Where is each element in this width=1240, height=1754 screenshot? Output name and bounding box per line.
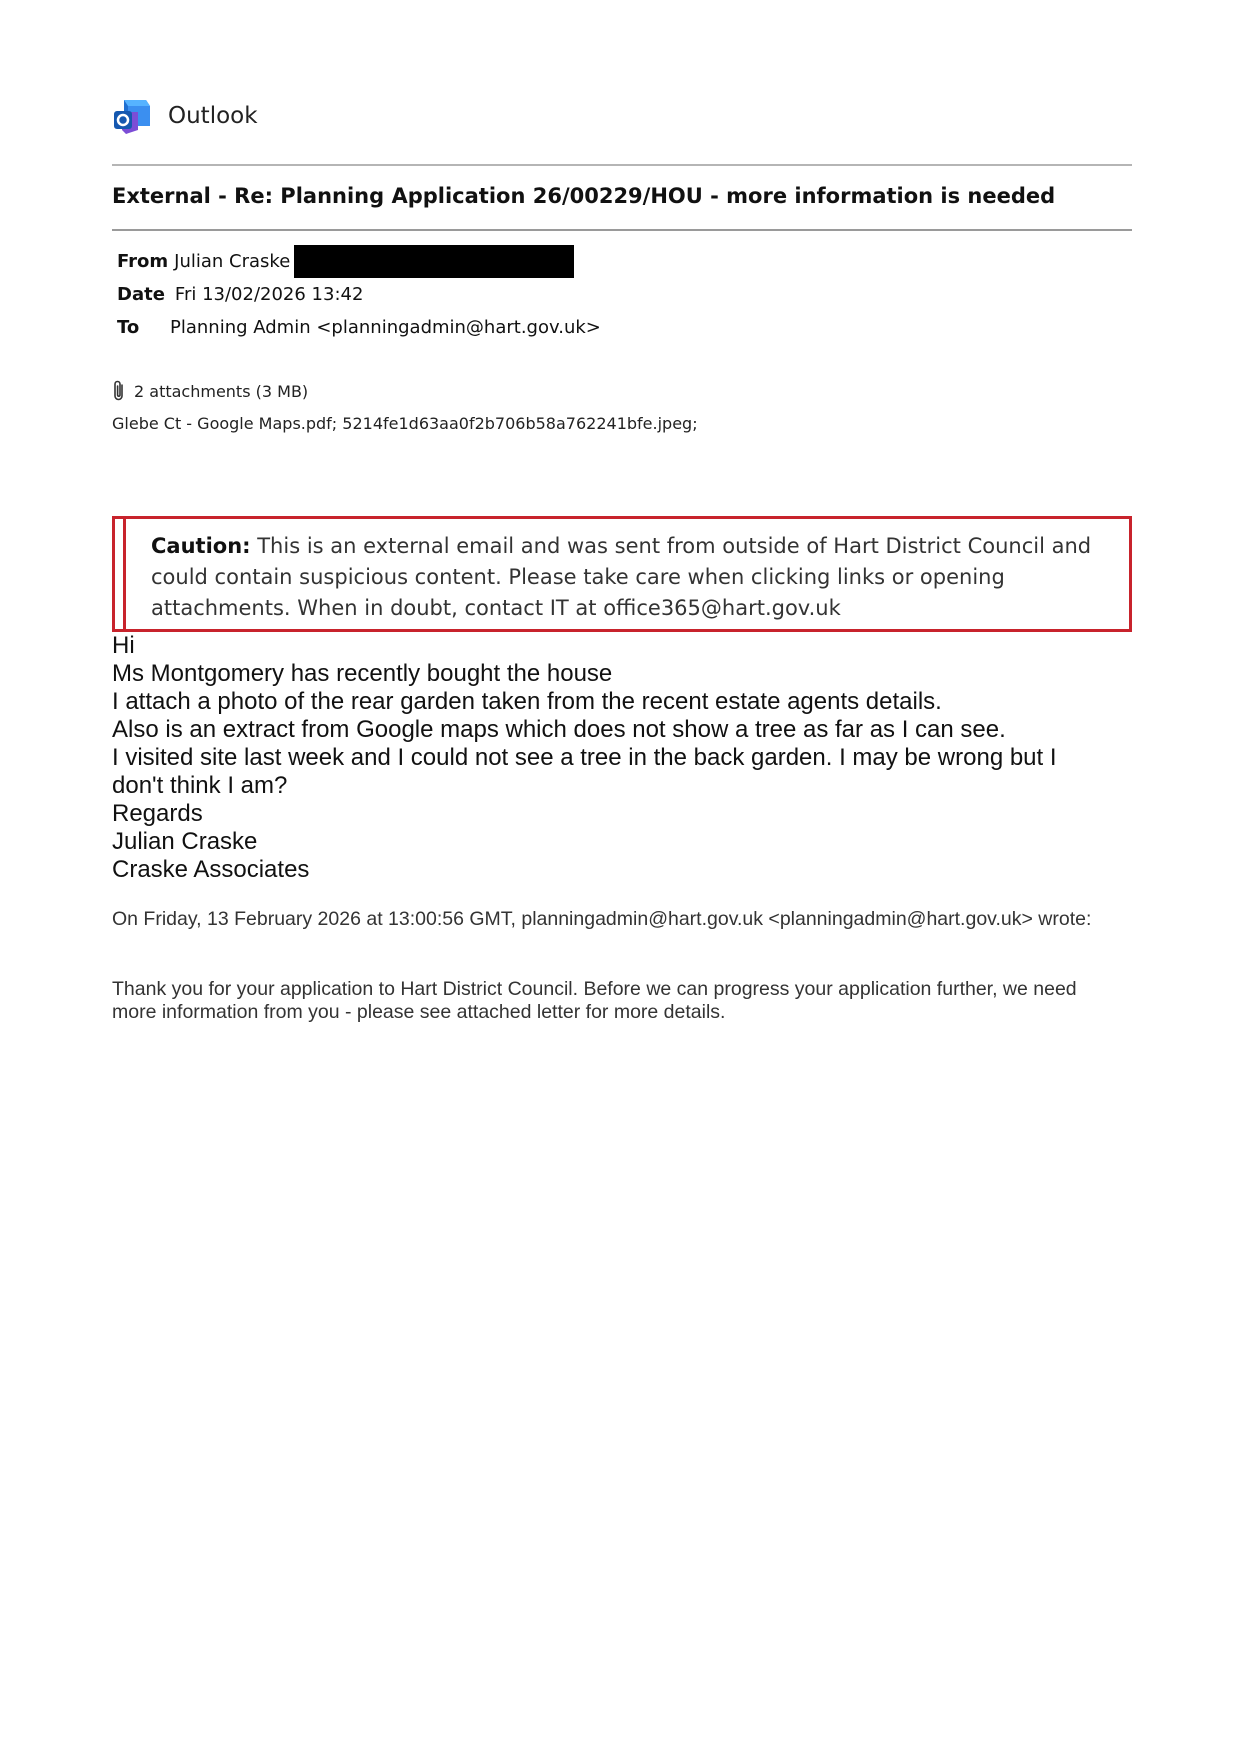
date-row (117, 281, 363, 307)
app-name: Outlook (168, 103, 258, 129)
body-line: Julian Craske (112, 828, 258, 855)
redaction-box (294, 245, 574, 278)
body-line: Hi (112, 632, 135, 659)
external-caution-banner (112, 516, 1132, 632)
attachments-summary-row (112, 380, 308, 402)
date-label: Date (117, 283, 165, 305)
from-label: From (117, 250, 169, 272)
quoted-line: Thank you for your application to Hart District Council. Before we can progress your application further, we need (112, 978, 1077, 1000)
quoted-message (112, 978, 1132, 1024)
caution-label: Caution: (151, 534, 251, 558)
body-line: Regards (112, 800, 203, 827)
attachment-file-list[interactable]: Glebe Ct - Google Maps.pdf; 5214fe1d63aa0f2b706b58a762241bfe.jpeg; (112, 414, 698, 433)
email-body (112, 632, 1132, 884)
caution-message (151, 531, 1126, 624)
outlook-logo-icon (112, 96, 152, 136)
body-line: Craske Associates (112, 856, 310, 883)
to-row (117, 314, 601, 340)
attachments-summary: 2 attachments (3 MB) (134, 381, 309, 401)
from-row (117, 248, 574, 274)
caution-body: This is an external email and was sent from outside of Hart District Council and could contain suspicious content. Please take care when clicking links or opening attachments. When in doubt, contact IT at office365@hart.gov.uk (151, 534, 1092, 620)
from-name: Julian Craske (174, 250, 291, 272)
body-line: Ms Montgomery has recently bought the house (112, 660, 613, 687)
body-line: I attach a photo of the rear garden taken from the recent estate agents details. (112, 688, 942, 715)
to-label: To (117, 316, 140, 338)
header-divider-bottom (112, 229, 1132, 231)
body-line: don't think I am? (112, 772, 288, 799)
to-value: Planning Admin <planningadmin@hart.gov.uk> (170, 316, 601, 338)
quoted-line: more information from you - please see attached letter for more details. (112, 1001, 726, 1023)
quoted-reply-header: On Friday, 13 February 2026 at 13:00:56 GMT, planningadmin@hart.gov.uk <planningadmin@hart.gov.uk> wrote: (112, 908, 1092, 930)
paperclip-icon (112, 380, 126, 402)
email-subject: External - Re: Planning Application 26/00229/HOU - more information is needed (112, 184, 1056, 208)
body-line: Also is an extract from Google maps which does not show a tree as far as I can see. (112, 716, 1006, 743)
caution-accent-bar (123, 519, 126, 629)
date-value: Fri 13/02/2026 13:42 (174, 283, 364, 305)
outlook-brand (112, 96, 258, 136)
header-divider-top (112, 164, 1132, 166)
body-line: I visited site last week and I could not see a tree in the back garden. I may be wrong but I (112, 744, 1057, 771)
